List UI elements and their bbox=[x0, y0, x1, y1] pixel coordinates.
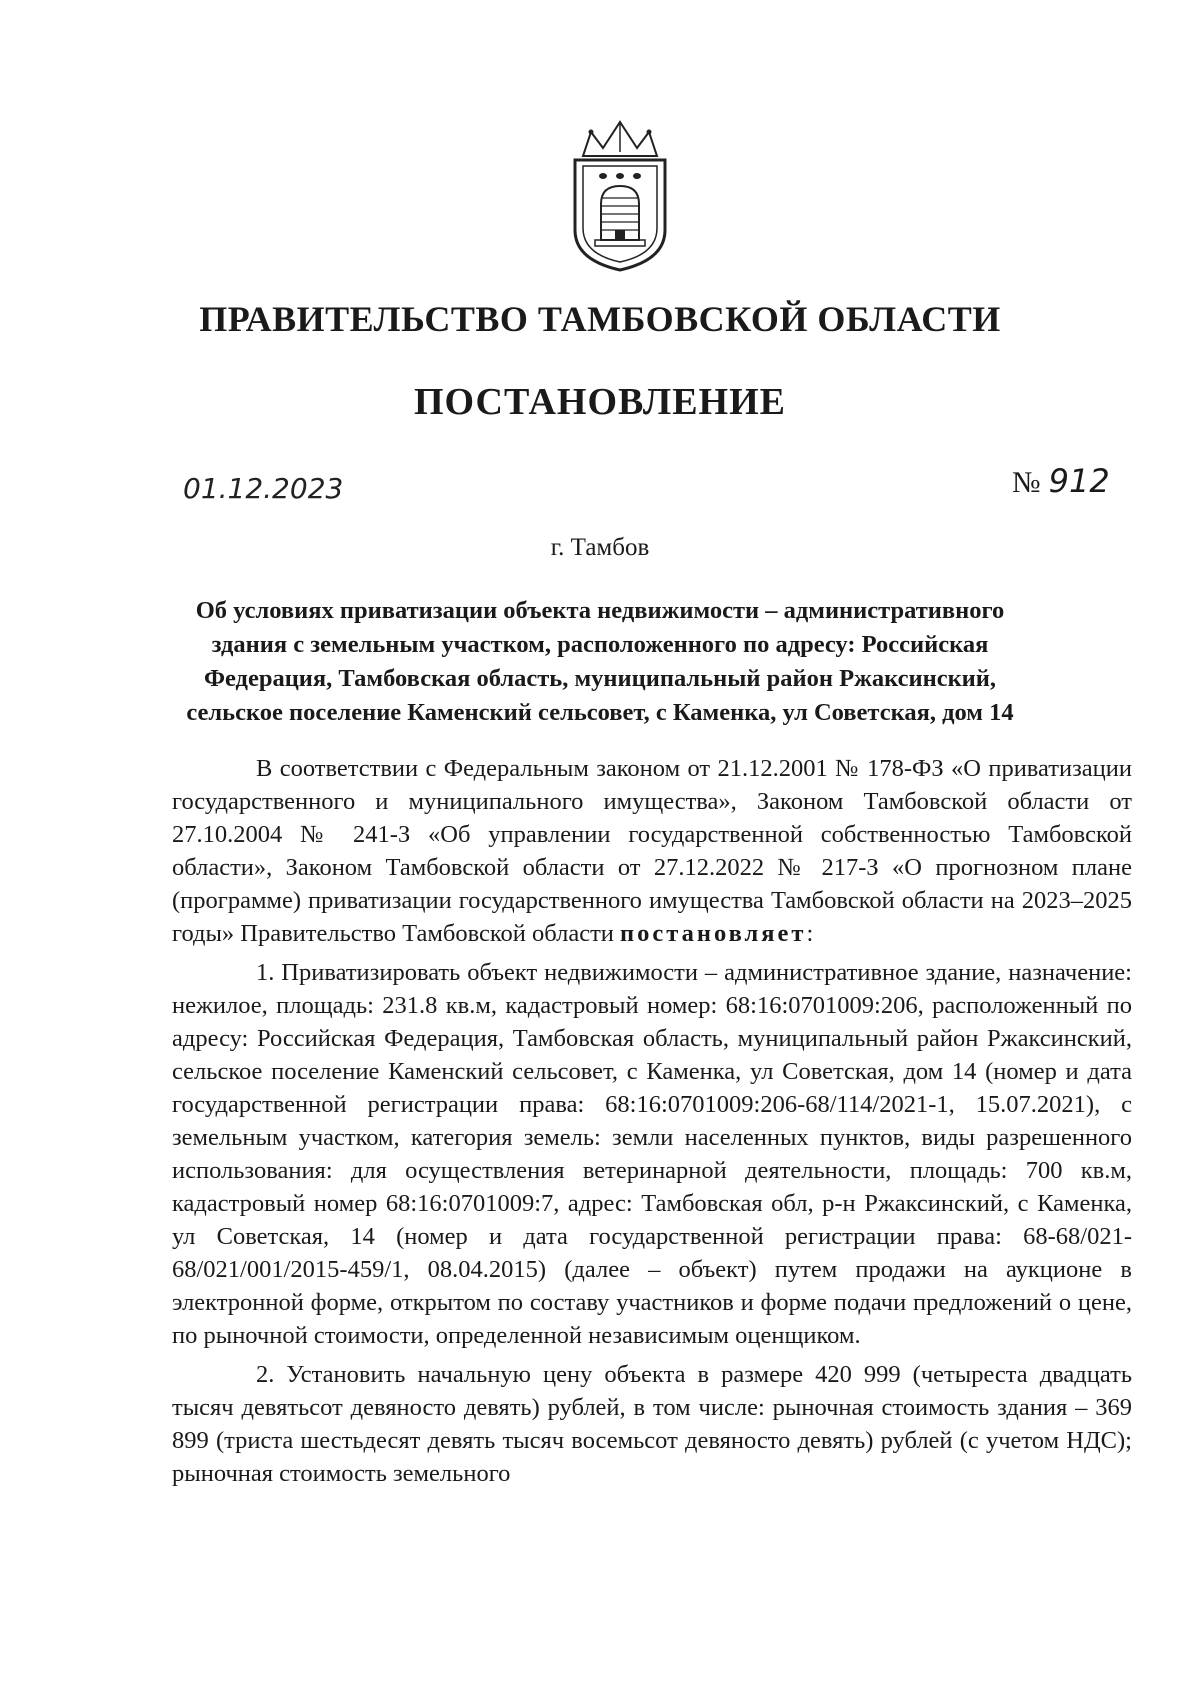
item-2-paragraph: 2. Установить начальную цену объекта в размере 420 999 (четыреста двадцать тысяч девятьсот девяносто девять) рублей, в том числе: рыночная стоимость здания – 369 899 (триста шестьдесят девять тысяч восемьсот девяносто девять) рублей (с учетом НДС); рыночная стоимость земельного bbox=[172, 1361, 1132, 1487]
document-title: Об условиях приватизации объекта недвижимости – административного здания с земельным участком, расположенного по адресу: Российская Федерация, Тамбовская область, муниципальный район Ржаксинский, сельское поселение Каменский сельсовет, с Каменка, ул Советская, дом 14 bbox=[186, 597, 1014, 726]
decree-word: постановляет bbox=[620, 920, 807, 947]
document-number bbox=[1012, 462, 1110, 500]
preamble-paragraph bbox=[172, 752, 1132, 950]
decree-colon: : bbox=[806, 920, 814, 947]
document-type: ПОСТАНОВЛЕНИЕ bbox=[413, 381, 787, 423]
document-body bbox=[172, 752, 1132, 1496]
city: г. Тамбов bbox=[550, 534, 650, 561]
preamble-text: В соответствии с Федеральным законом от 21.12.2001 № 178-ФЗ «О приватизации государственного и муниципального имущества», Законом Тамбовской области от 27.10.2004 № 241-З «Об управлении государственной собственностью Тамбовской области», Законом Тамбовской области от 27.12.2022 № 217-З «О прогнозном плане (программе) приватизации государственного имущества Тамбовской области на 2023–2025 годы» Правительство Тамбовской области bbox=[172, 755, 1132, 947]
number-value: 912 bbox=[1048, 462, 1110, 500]
item-1-paragraph: 1. Приватизировать объект недвижимости – административное здание, назначение: нежилое, площадь: 231.8 кв.м, кадастровый номер: 68:16:0701009:206, расположенный по адресу: Российская Федерация, Тамбовская область, муниципальный район Ржаксинский, сельское поселение Каменский сельсовет, с Каменка, ул Советская, дом 14 (номер и дата государственной регистрации права: 68:16:0701009:206-68/114/2021-1, 15.07.2021), с земельным участком, категория земель: земли населенных пунктов, виды разрешенного использования: для осуществления ветеринарной деятельности, площадь: 700 кв.м, кадастровый номер 68:16:0701009:7, адрес: Тамбовская обл, р-н Ржаксинский, с Каменка, ул Советская, 14 (номер и дата государственной регистрации права: 68-68/021-68/021/001/2015-459/1, 08.04.2015) (далее – объект) путем продажи на аукционе в электронной форме, открытом по составу участников и форме подачи предложений о цене, по рыночной стоимости, определенной независимым оценщиком. bbox=[172, 959, 1132, 1349]
document-date: 01.12.2023 bbox=[183, 472, 344, 505]
number-label: № bbox=[1012, 466, 1041, 499]
coat-of-arms-icon bbox=[561, 118, 679, 276]
government-name: ПРАВИТЕЛЬСТВО ТАМБОВСКОЙ ОБЛАСТИ bbox=[199, 299, 1001, 339]
